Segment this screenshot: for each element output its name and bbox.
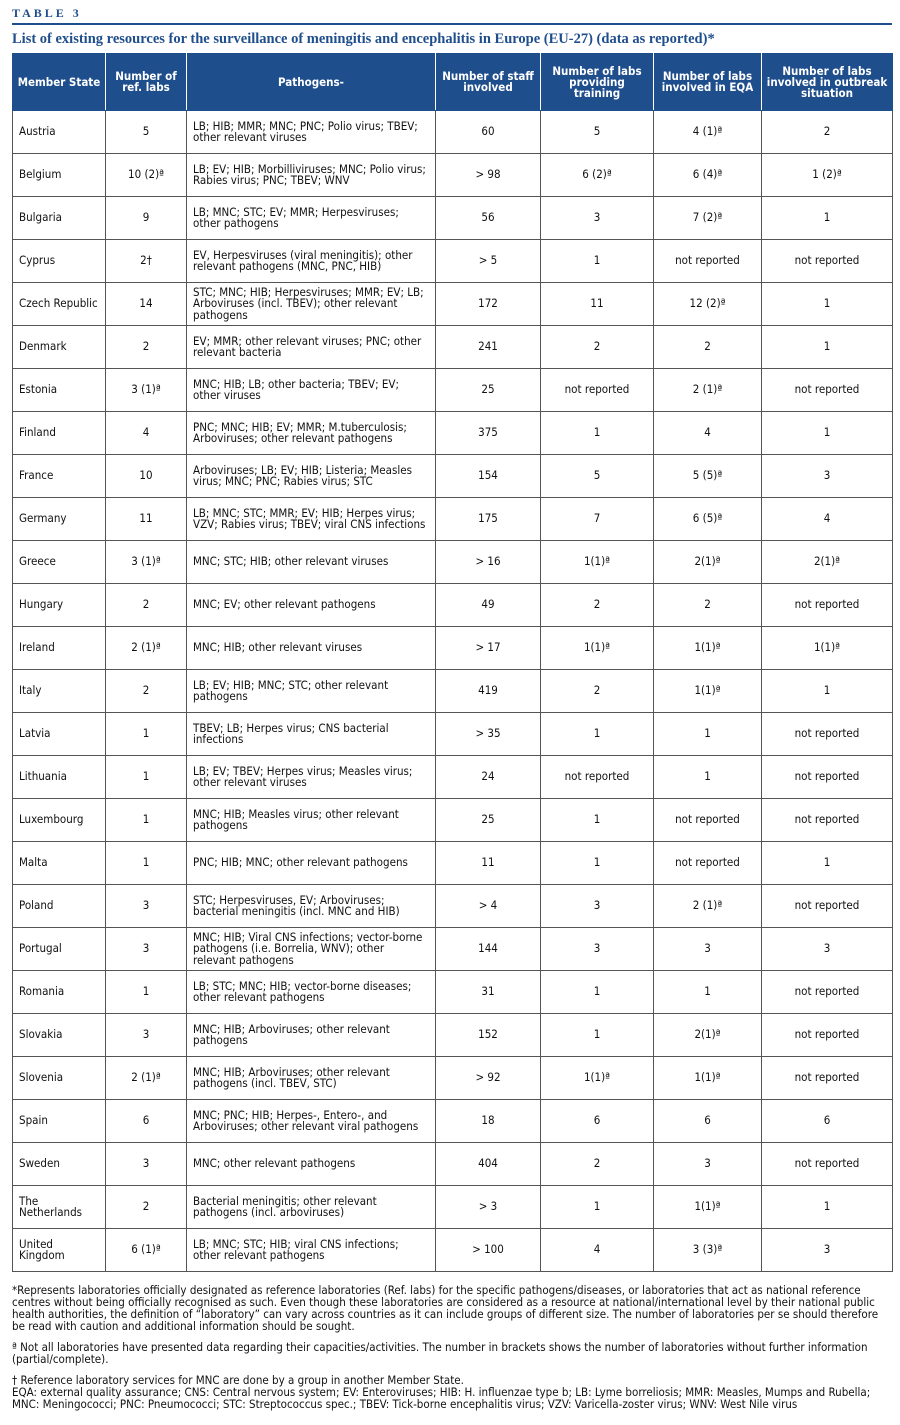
- header-rule: [12, 23, 892, 25]
- member-state-cell: Luxembourg: [13, 799, 106, 842]
- ref-labs-cell: 6: [106, 1100, 187, 1143]
- eqa-cell: 7 (2)ª: [654, 197, 762, 240]
- eqa-cell: 1(1)ª: [654, 1186, 762, 1229]
- eqa-cell: 5 (5)ª: [654, 455, 762, 498]
- member-state-cell: Bulgaria: [13, 197, 106, 240]
- outbreak-cell: not reported: [762, 240, 893, 283]
- eqa-cell: 2: [654, 584, 762, 627]
- outbreak-cell: 1: [762, 283, 893, 326]
- footnote-dagger: † Reference laboratory services for MNC are done by a group in another Member State.: [12, 1373, 464, 1387]
- pathogens-cell: MNC; HIB; Arboviruses; other relevant pathogens: [187, 1014, 436, 1057]
- ref-labs-cell: 3: [106, 1014, 187, 1057]
- eqa-cell: 1(1)ª: [654, 627, 762, 670]
- table-row: [13, 1186, 893, 1229]
- pathogens-cell: MNC; HIB; Measles virus; other relevant pathogens: [187, 799, 436, 842]
- ref-labs-cell: 1: [106, 971, 187, 1014]
- footnote-abbreviations: EQA: external quality assurance; CNS: Central nervous system; EV: Enteroviruses; HIB: H. influenzae type b; LB: Lyme borreliosis; MMR: Measles, Mumps and Rubella; MNC: Meningococci; PNC: Pneumococci; STC: Streptococcus spec.; TBEV: Tick-borne encephalitis virus; VZV: Varicella-zoster virus; WNV: West Nile virus: [12, 1385, 871, 1411]
- eqa-cell: 2 (1)ª: [654, 885, 762, 928]
- col-header-training: Number of labs providing training: [541, 54, 654, 111]
- col-header-outbreak: Number of labs involved in outbreak situation: [762, 54, 893, 111]
- table-row: [13, 670, 893, 713]
- staff-cell: > 92: [436, 1057, 541, 1100]
- pathogens-cell: LB; EV; TBEV; Herpes virus; Measles virus; other relevant viruses: [187, 756, 436, 799]
- outbreak-cell: 1: [762, 412, 893, 455]
- eqa-cell: 1(1)ª: [654, 1057, 762, 1100]
- member-state-cell: Lithuania: [13, 756, 106, 799]
- outbreak-cell: not reported: [762, 1057, 893, 1100]
- ref-labs-cell: 1: [106, 799, 187, 842]
- outbreak-cell: 1: [762, 326, 893, 369]
- table-row: [13, 928, 893, 971]
- pathogens-cell: LB; MNC; STC; EV; MMR; Herpesviruses; other pathogens: [187, 197, 436, 240]
- training-cell: 1: [541, 240, 654, 283]
- pathogens-cell: MNC; EV; other relevant pathogens: [187, 584, 436, 627]
- pathogens-cell: LB; HIB; MMR; MNC; PNC; Polio virus; TBEV; other relevant viruses: [187, 111, 436, 154]
- outbreak-cell: not reported: [762, 971, 893, 1014]
- staff-cell: 25: [436, 799, 541, 842]
- col-header-member-state: Member State: [13, 54, 106, 111]
- staff-cell: 152: [436, 1014, 541, 1057]
- eqa-cell: not reported: [654, 799, 762, 842]
- member-state-cell: Italy: [13, 670, 106, 713]
- member-state-cell: Denmark: [13, 326, 106, 369]
- eqa-cell: 3: [654, 1143, 762, 1186]
- training-cell: 6: [541, 1100, 654, 1143]
- table-row: [13, 842, 893, 885]
- table-row: [13, 240, 893, 283]
- staff-cell: 154: [436, 455, 541, 498]
- pathogens-cell: EV; MMR; other relevant viruses; PNC; other relevant bacteria: [187, 326, 436, 369]
- col-header-pathogens: Pathogens-: [187, 54, 436, 111]
- outbreak-cell: 1: [762, 1186, 893, 1229]
- eqa-cell: 1: [654, 713, 762, 756]
- outbreak-cell: not reported: [762, 1014, 893, 1057]
- member-state-cell: Spain: [13, 1100, 106, 1143]
- staff-cell: > 17: [436, 627, 541, 670]
- pathogens-cell: Bacterial meningitis; other relevant pathogens (incl. arboviruses): [187, 1186, 436, 1229]
- member-state-cell: United Kingdom: [13, 1229, 106, 1272]
- training-cell: 7: [541, 498, 654, 541]
- eqa-cell: 1: [654, 971, 762, 1014]
- table-row: [13, 455, 893, 498]
- training-cell: 2: [541, 1143, 654, 1186]
- outbreak-cell: 3: [762, 455, 893, 498]
- table-row: [13, 627, 893, 670]
- training-cell: 1: [541, 412, 654, 455]
- training-cell: 2: [541, 584, 654, 627]
- staff-cell: 31: [436, 971, 541, 1014]
- outbreak-cell: 3: [762, 1229, 893, 1272]
- staff-cell: 25: [436, 369, 541, 412]
- table-row: [13, 154, 893, 197]
- eqa-cell: 2(1)ª: [654, 541, 762, 584]
- table-row: [13, 197, 893, 240]
- member-state-cell: Malta: [13, 842, 106, 885]
- eqa-cell: 1: [654, 756, 762, 799]
- outbreak-cell: 2: [762, 111, 893, 154]
- pathogens-cell: MNC; HIB; other relevant viruses: [187, 627, 436, 670]
- outbreak-cell: not reported: [762, 885, 893, 928]
- staff-cell: 49: [436, 584, 541, 627]
- staff-cell: 144: [436, 928, 541, 971]
- eqa-cell: 6: [654, 1100, 762, 1143]
- pathogens-cell: STC; Herpesviruses, EV; Arboviruses; bacterial meningitis (incl. MNC and HIB): [187, 885, 436, 928]
- table-row: [13, 1057, 893, 1100]
- table-row: [13, 498, 893, 541]
- staff-cell: 11: [436, 842, 541, 885]
- member-state-cell: Cyprus: [13, 240, 106, 283]
- member-state-cell: Sweden: [13, 1143, 106, 1186]
- ref-labs-cell: 3: [106, 885, 187, 928]
- eqa-cell: 2 (1)ª: [654, 369, 762, 412]
- staff-cell: 56: [436, 197, 541, 240]
- training-cell: 1(1)ª: [541, 627, 654, 670]
- table-row: [13, 971, 893, 1014]
- ref-labs-cell: 6 (1)ª: [106, 1229, 187, 1272]
- table-row: [13, 1014, 893, 1057]
- training-cell: 1: [541, 842, 654, 885]
- staff-cell: 419: [436, 670, 541, 713]
- pathogens-cell: MNC; HIB; Arboviruses; other relevant pathogens (incl. TBEV, STC): [187, 1057, 436, 1100]
- training-cell: 1(1)ª: [541, 1057, 654, 1100]
- ref-labs-cell: 3: [106, 928, 187, 971]
- table-row: [13, 1143, 893, 1186]
- member-state-cell: Latvia: [13, 713, 106, 756]
- ref-labs-cell: 9: [106, 197, 187, 240]
- member-state-cell: Slovakia: [13, 1014, 106, 1057]
- training-cell: 1: [541, 1186, 654, 1229]
- ref-labs-cell: 2 (1)ª: [106, 627, 187, 670]
- table-row: [13, 541, 893, 584]
- member-state-cell: Austria: [13, 111, 106, 154]
- table-row: [13, 111, 893, 154]
- eqa-cell: not reported: [654, 842, 762, 885]
- outbreak-cell: 1: [762, 842, 893, 885]
- eqa-cell: 4 (1)ª: [654, 111, 762, 154]
- eqa-cell: 3: [654, 928, 762, 971]
- ref-labs-cell: 5: [106, 111, 187, 154]
- table-body: [13, 111, 893, 1272]
- outbreak-cell: 1(1)ª: [762, 627, 893, 670]
- col-header-eqa: Number of labs involved in EQA: [654, 54, 762, 111]
- eqa-cell: 2(1)ª: [654, 1014, 762, 1057]
- table-row: [13, 1229, 893, 1272]
- table-row: [13, 412, 893, 455]
- outbreak-cell: 1: [762, 197, 893, 240]
- eqa-cell: 2: [654, 326, 762, 369]
- document-page: [12, 6, 892, 1410]
- ref-labs-cell: 10 (2)ª: [106, 154, 187, 197]
- member-state-cell: Estonia: [13, 369, 106, 412]
- col-header-staff: Number of staff involved: [436, 54, 541, 111]
- member-state-cell: Portugal: [13, 928, 106, 971]
- table-header-row: [13, 54, 893, 111]
- staff-cell: > 3: [436, 1186, 541, 1229]
- staff-cell: > 5: [436, 240, 541, 283]
- training-cell: not reported: [541, 756, 654, 799]
- eqa-cell: 1(1)ª: [654, 670, 762, 713]
- ref-labs-cell: 14: [106, 283, 187, 326]
- outbreak-cell: 1: [762, 670, 893, 713]
- training-cell: not reported: [541, 369, 654, 412]
- member-state-cell: Germany: [13, 498, 106, 541]
- table-row: [13, 885, 893, 928]
- ref-labs-cell: 2: [106, 584, 187, 627]
- staff-cell: 18: [436, 1100, 541, 1143]
- training-cell: 1: [541, 713, 654, 756]
- table-row: [13, 799, 893, 842]
- ref-labs-cell: 1: [106, 842, 187, 885]
- ref-labs-cell: 2: [106, 1186, 187, 1229]
- eqa-cell: 4: [654, 412, 762, 455]
- table-row: [13, 713, 893, 756]
- footnote-a: ª Not all laboratories have presented data regarding their capacities/activities. The number in brackets shows the number of laboratories without further information (partial/complete).: [12, 1340, 868, 1366]
- outbreak-cell: 6: [762, 1100, 893, 1143]
- outbreak-cell: not reported: [762, 369, 893, 412]
- col-header-ref-labs: Number of ref. labs: [106, 54, 187, 111]
- training-cell: 1(1)ª: [541, 541, 654, 584]
- pathogens-cell: MNC; STC; HIB; other relevant viruses: [187, 541, 436, 584]
- outbreak-cell: not reported: [762, 713, 893, 756]
- ref-labs-cell: 2†: [106, 240, 187, 283]
- member-state-cell: Slovenia: [13, 1057, 106, 1100]
- member-state-cell: Belgium: [13, 154, 106, 197]
- pathogens-cell: PNC; HIB; MNC; other relevant pathogens: [187, 842, 436, 885]
- member-state-cell: Romania: [13, 971, 106, 1014]
- pathogens-cell: LB; EV; HIB; Morbilliviruses; MNC; Polio virus; Rabies virus; PNC; TBEV; WNV: [187, 154, 436, 197]
- pathogens-cell: LB; EV; HIB; MNC; STC; other relevant pathogens: [187, 670, 436, 713]
- ref-labs-cell: 1: [106, 756, 187, 799]
- staff-cell: 60: [436, 111, 541, 154]
- table-row: [13, 584, 893, 627]
- staff-cell: 241: [436, 326, 541, 369]
- eqa-cell: 12 (2)ª: [654, 283, 762, 326]
- staff-cell: > 98: [436, 154, 541, 197]
- training-cell: 3: [541, 928, 654, 971]
- pathogens-cell: TBEV; LB; Herpes virus; CNS bacterial infections: [187, 713, 436, 756]
- table-row: [13, 1100, 893, 1143]
- pathogens-cell: MNC; HIB; LB; other bacteria; TBEV; EV; other viruses: [187, 369, 436, 412]
- training-cell: 11: [541, 283, 654, 326]
- ref-labs-cell: 2: [106, 670, 187, 713]
- outbreak-cell: 3: [762, 928, 893, 971]
- member-state-cell: Greece: [13, 541, 106, 584]
- outbreak-cell: not reported: [762, 756, 893, 799]
- table-row: [13, 283, 893, 326]
- pathogens-cell: EV, Herpesviruses (viral meningitis); other relevant pathogens (MNC, PNC, HIB): [187, 240, 436, 283]
- training-cell: 6 (2)ª: [541, 154, 654, 197]
- ref-labs-cell: 1: [106, 713, 187, 756]
- outbreak-cell: 4: [762, 498, 893, 541]
- footnotes: [12, 1284, 892, 1410]
- training-cell: 1: [541, 1014, 654, 1057]
- ref-labs-cell: 2: [106, 326, 187, 369]
- ref-labs-cell: 4: [106, 412, 187, 455]
- member-state-cell: Czech Republic: [13, 283, 106, 326]
- outbreak-cell: not reported: [762, 584, 893, 627]
- staff-cell: 404: [436, 1143, 541, 1186]
- pathogens-cell: LB; STC; MNC; HIB; vector-borne diseases; other relevant pathogens: [187, 971, 436, 1014]
- training-cell: 2: [541, 670, 654, 713]
- staff-cell: > 16: [436, 541, 541, 584]
- training-cell: 3: [541, 885, 654, 928]
- pathogens-cell: MNC; PNC; HIB; Herpes-, Entero-, and Arboviruses; other relevant viral pathogens: [187, 1100, 436, 1143]
- table-row: [13, 326, 893, 369]
- pathogens-cell: PNC; MNC; HIB; EV; MMR; M.tuberculosis; Arboviruses; other relevant pathogens: [187, 412, 436, 455]
- member-state-cell: Ireland: [13, 627, 106, 670]
- staff-cell: 24: [436, 756, 541, 799]
- training-cell: 3: [541, 197, 654, 240]
- footnote-star: *Represents laboratories officially designated as reference laboratories (Ref. labs) for the specific pathogens/diseases, or laboratories that act as national reference centres without being officially recognised as such. Even though these laboratories are considered as a resource at national/international level by their national public health authorities, the definition of “laboratory” can vary across countries as it can include groups of different size. The number of laboratories per se should therefore be read with caution and additional information should be sought.: [12, 1283, 879, 1333]
- pathogens-cell: Arboviruses; LB; EV; HIB; Listeria; Measles virus; MNC; PNC; Rabies virus; STC: [187, 455, 436, 498]
- training-cell: 1: [541, 971, 654, 1014]
- member-state-cell: Poland: [13, 885, 106, 928]
- staff-cell: 172: [436, 283, 541, 326]
- resources-table: [12, 53, 893, 1272]
- ref-labs-cell: 10: [106, 455, 187, 498]
- training-cell: 5: [541, 111, 654, 154]
- training-cell: 5: [541, 455, 654, 498]
- staff-cell: 175: [436, 498, 541, 541]
- ref-labs-cell: 3 (1)ª: [106, 541, 187, 584]
- member-state-cell: Finland: [13, 412, 106, 455]
- outbreak-cell: not reported: [762, 1143, 893, 1186]
- table-row: [13, 756, 893, 799]
- member-state-cell: The Netherlands: [13, 1186, 106, 1229]
- staff-cell: 375: [436, 412, 541, 455]
- staff-cell: > 4: [436, 885, 541, 928]
- ref-labs-cell: 11: [106, 498, 187, 541]
- outbreak-cell: 1 (2)ª: [762, 154, 893, 197]
- member-state-cell: France: [13, 455, 106, 498]
- member-state-cell: Hungary: [13, 584, 106, 627]
- outbreak-cell: 2(1)ª: [762, 541, 893, 584]
- pathogens-cell: STC; MNC; HIB; Herpesviruses; MMR; EV; LB; Arboviruses (incl. TBEV); other relevant pathogens: [187, 283, 436, 326]
- table-row: [13, 369, 893, 412]
- eqa-cell: not reported: [654, 240, 762, 283]
- table-caption: List of existing resources for the surveillance of meningitis and encephalitis in Europe (EU-27) (data as reported)*: [12, 31, 715, 47]
- pathogens-cell: LB; MNC; STC; HIB; viral CNS infections; other relevant pathogens: [187, 1229, 436, 1272]
- training-cell: 4: [541, 1229, 654, 1272]
- training-cell: 1: [541, 799, 654, 842]
- pathogens-cell: MNC; other relevant pathogens: [187, 1143, 436, 1186]
- pathogens-cell: LB; MNC; STC; MMR; EV; HIB; Herpes virus; VZV; Rabies virus; TBEV; viral CNS infections: [187, 498, 436, 541]
- staff-cell: > 100: [436, 1229, 541, 1272]
- ref-labs-cell: 2 (1)ª: [106, 1057, 187, 1100]
- table-label: TABLE 3: [12, 6, 82, 20]
- eqa-cell: 3 (3)ª: [654, 1229, 762, 1272]
- eqa-cell: 6 (4)ª: [654, 154, 762, 197]
- ref-labs-cell: 3: [106, 1143, 187, 1186]
- training-cell: 2: [541, 326, 654, 369]
- staff-cell: > 35: [436, 713, 541, 756]
- eqa-cell: 6 (5)ª: [654, 498, 762, 541]
- pathogens-cell: MNC; HIB; Viral CNS infections; vector-borne pathogens (i.e. Borrelia, WNV); other relevant pathogens: [187, 928, 436, 971]
- outbreak-cell: not reported: [762, 799, 893, 842]
- ref-labs-cell: 3 (1)ª: [106, 369, 187, 412]
